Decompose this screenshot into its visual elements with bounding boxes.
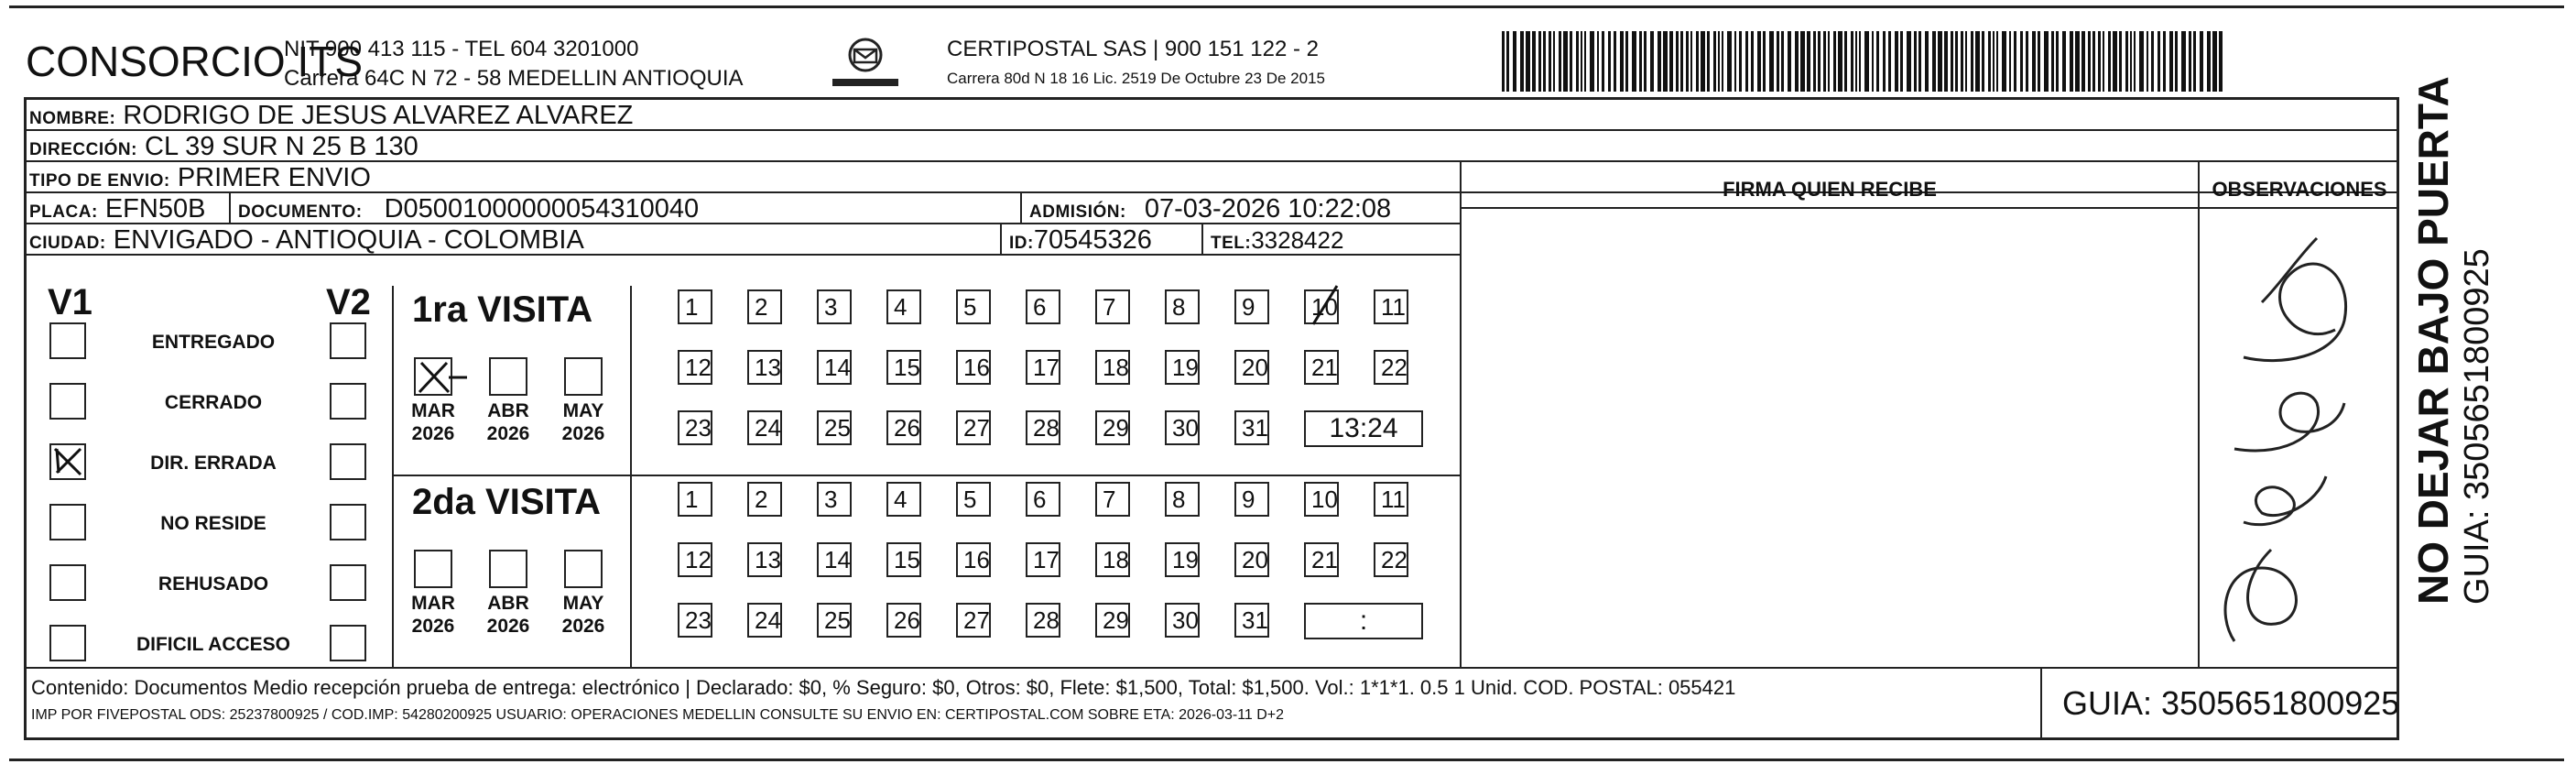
barcode-bar: [2051, 31, 2054, 92]
barcode-bar: [1690, 31, 1692, 92]
bottom-rule: [9, 759, 2564, 761]
barcode-bar: [1965, 31, 1967, 92]
month-label: [401, 399, 465, 445]
barcode-bar: [1982, 31, 1984, 92]
barcode-bar: [2134, 31, 2136, 92]
barcode-bar: [1895, 31, 1898, 92]
barcode-bar: [1777, 31, 1779, 92]
barcode-bar: [1584, 31, 1586, 92]
day-box[interactable]: 26: [886, 410, 921, 445]
barcode-bar: [2038, 31, 2040, 92]
barcode-bar: [1876, 31, 1879, 92]
month-name: MAR: [411, 400, 455, 421]
barcode-bar: [1932, 31, 1936, 92]
row-direccion: [24, 131, 2399, 162]
barcode-bar: [2056, 31, 2059, 92]
side-note: [2408, 55, 2497, 605]
day-box[interactable]: 3: [817, 289, 852, 324]
documento-label: DOCUMENTO:: [238, 202, 363, 222]
barcode-bar: [1563, 31, 1568, 92]
day-box[interactable]: 8: [1165, 482, 1200, 517]
day-box[interactable]: 19: [1165, 542, 1200, 577]
barcode-bar: [1506, 31, 1509, 92]
day-box[interactable]: 2: [747, 482, 782, 517]
barcode-bar: [2070, 31, 2073, 92]
month-year: 2026: [411, 423, 455, 444]
day-box[interactable]: 27: [956, 410, 991, 445]
v2-checkbox[interactable]: [330, 625, 366, 661]
barcode-bar: [1918, 31, 1921, 92]
status-label: ENTREGADO: [151, 332, 276, 353]
v1-checkbox[interactable]: [49, 322, 86, 359]
day-box[interactable]: 2: [747, 289, 782, 324]
barcode-bar: [1883, 31, 1886, 92]
day-box[interactable]: 24: [747, 410, 782, 445]
barcode-bar: [1502, 31, 1505, 92]
visit1-title: 1ra VISITA: [412, 289, 593, 330]
barcode: [1502, 31, 2223, 92]
day-box[interactable]: 11: [1374, 289, 1408, 324]
barcode-bar: [1696, 31, 1699, 92]
divider: [1460, 207, 2399, 209]
day-box[interactable]: 5: [956, 289, 991, 324]
barcode-bar: [1549, 31, 1551, 92]
barcode-bar: [2130, 31, 2132, 92]
id-label: ID:: [1009, 234, 1034, 253]
day-box[interactable]: 14: [817, 350, 852, 385]
barcode-bar: [1763, 31, 1766, 92]
barcode-bar: [1813, 31, 1816, 92]
day-box[interactable]: 15: [886, 542, 921, 577]
barcode-bar: [1781, 31, 1784, 92]
day-box[interactable]: 18: [1095, 542, 1130, 577]
barcode-bar: [1718, 31, 1720, 92]
divider: [229, 193, 231, 224]
day-box[interactable]: 11: [1374, 482, 1408, 517]
day-box[interactable]: 22: [1374, 542, 1408, 577]
visit2-title: 2da VISITA: [412, 482, 601, 522]
side-warning: NO DEJAR BAJO PUERTA: [2409, 76, 2457, 605]
tel-label: TEL:: [1211, 234, 1252, 253]
divider: [1020, 193, 1022, 224]
barcode-bar: [1961, 31, 1963, 92]
month-label: [476, 399, 540, 445]
month-name: ABR: [487, 400, 529, 421]
day-box[interactable]: 23: [678, 410, 712, 445]
v1-checkbox[interactable]: [49, 504, 86, 540]
barcode-bar: [1590, 31, 1594, 92]
status-label: NO RESIDE: [160, 513, 266, 534]
day-box[interactable]: 30: [1165, 603, 1200, 638]
barcode-bar: [1795, 31, 1799, 92]
guia-number: GUIA: 3505651800925: [2040, 667, 2399, 740]
v2-checkbox[interactable]: [330, 504, 366, 540]
placa-value: EFN50B: [104, 194, 206, 224]
barcode-bar: [2098, 31, 2101, 92]
footer-content: Contenido: Documentos Medio recepción prueba de entrega: electrónico | Declarado: $0, % Seguro: $0, Otros: $0, Flete: $1,500, Total: $1,500. Vol.: 1*1*1. 0.5 1 Unid. COD. POSTAL: 055421: [31, 676, 1736, 699]
barcode-bar: [2026, 31, 2028, 92]
barcode-bar: [2207, 31, 2211, 92]
month-year: 2026: [486, 423, 530, 444]
month-checkbox[interactable]: [564, 357, 603, 396]
day-box[interactable]: 9: [1234, 482, 1269, 517]
barcode-bar: [1513, 31, 1516, 92]
barcode-bar: [1614, 31, 1616, 92]
barcode-bar: [1602, 31, 1604, 92]
day-box[interactable]: 19: [1165, 350, 1200, 385]
day-box[interactable]: 12: [678, 350, 712, 385]
barcode-bar: [1955, 31, 1958, 92]
tel-value: 3328422: [1251, 226, 1344, 254]
barcode-bar: [1727, 31, 1732, 92]
barcode-bar: [2092, 31, 2095, 92]
barcode-bar: [2158, 31, 2160, 92]
nombre-value: RODRIGO DE JESUS ALVAREZ ALVAREZ: [123, 101, 634, 130]
day-box[interactable]: 31: [1234, 603, 1269, 638]
barcode-bar: [1559, 31, 1561, 92]
barcode-bar: [1520, 31, 1524, 92]
barcode-bar: [1907, 31, 1911, 92]
barcode-bar: [1608, 31, 1611, 92]
company-name: CONSORCIO ITS: [26, 38, 364, 85]
day-box[interactable]: 17: [1026, 350, 1060, 385]
barcode-bar: [1864, 31, 1869, 92]
barcode-bar: [1713, 31, 1716, 92]
side-guia: GUIA: 3505651800925: [2458, 248, 2496, 605]
day-box[interactable]: 18: [1095, 350, 1130, 385]
day-box[interactable]: 6: [1026, 482, 1060, 517]
day-box[interactable]: 20: [1234, 542, 1269, 577]
address-line: Carrera 64C N 72 - 58 MEDELLIN ANTIOQUIA: [284, 66, 744, 91]
day-box[interactable]: 13: [747, 542, 782, 577]
barcode-bar: [1722, 31, 1723, 92]
month-label: [551, 592, 615, 638]
barcode-bar: [1818, 31, 1821, 92]
day-box[interactable]: 22: [1374, 350, 1408, 385]
month-year: 2026: [411, 616, 455, 637]
barcode-bar: [1680, 31, 1683, 92]
v1-header: V1: [48, 282, 92, 322]
barcode-bar: [1739, 31, 1742, 92]
status-label: DIR. ERRADA: [150, 453, 277, 474]
day-box[interactable]: 6: [1026, 289, 1060, 324]
barcode-bar: [2032, 31, 2036, 92]
day-box[interactable]: 1: [678, 289, 712, 324]
firma-header: FIRMA QUIEN RECIBE: [1723, 178, 1937, 201]
barcode-bar: [2212, 31, 2217, 92]
barcode-bar: [1855, 31, 1857, 92]
day-box[interactable]: 10: [1304, 482, 1339, 517]
day-box[interactable]: 28: [1026, 603, 1060, 638]
id-cell: [1002, 224, 1152, 256]
ciudad-label: CIUDAD:: [29, 234, 106, 253]
day-box[interactable]: 17: [1026, 542, 1060, 577]
day-box[interactable]: 20: [1234, 350, 1269, 385]
month-name: MAY: [562, 593, 604, 614]
barcode-bar: [1951, 31, 1953, 92]
barcode-bar: [1800, 31, 1805, 92]
status-label: DIFICIL ACCESO: [136, 634, 290, 655]
check-mark-icon: [51, 445, 84, 478]
barcode-bar: [1543, 31, 1546, 92]
barcode-bar: [2103, 31, 2104, 92]
barcode-bar: [1745, 31, 1748, 92]
barcode-bar: [1620, 31, 1624, 92]
barcode-bar: [2088, 31, 2091, 92]
footer-print-info: IMP POR FIVEPOSTAL ODS: 25237800925 / COD.IMP: 54280200925 USUARIO: OPERACIONES MEDELLIN CONSULTE SU ENVIO EN: CERTIPOSTAL.COM SOBRE ETA: 2026-03-11 D+2: [31, 707, 1285, 723]
certipostal-info: [947, 35, 1325, 93]
barcode-bar: [1669, 31, 1673, 92]
barcode-graphic: [1502, 31, 2223, 92]
month-label: [401, 592, 465, 638]
barcode-bar: [2009, 31, 2011, 92]
barcode-bar: [1944, 31, 1948, 92]
month-name: MAR: [411, 593, 455, 614]
status-label: CERRADO: [164, 392, 263, 413]
day-box[interactable]: 25: [817, 603, 852, 638]
day-box[interactable]: 14: [817, 542, 852, 577]
day-box[interactable]: 25: [817, 410, 852, 445]
barcode-bar: [1851, 31, 1853, 92]
day-box[interactable]: 1: [678, 482, 712, 517]
day-box[interactable]: 31: [1234, 410, 1269, 445]
barcode-bar: [1925, 31, 1929, 92]
month-checkbox[interactable]: [489, 550, 527, 588]
documento-cell: [231, 193, 699, 224]
day-box[interactable]: 24: [747, 603, 782, 638]
barcode-bar: [2020, 31, 2023, 92]
month-name: MAY: [562, 400, 604, 421]
barcode-bar: [1751, 31, 1754, 92]
barcode-bar: [2044, 31, 2049, 92]
barcode-bar: [1757, 31, 1761, 92]
barcode-bar: [1996, 31, 1998, 92]
time-field[interactable]: :: [1304, 603, 1423, 639]
barcode-bar: [2139, 31, 2144, 92]
month-checkbox[interactable]: [414, 550, 452, 588]
barcode-bar: [1625, 31, 1628, 92]
v1-checkbox[interactable]: [49, 443, 86, 480]
direccion-label: DIRECCIÓN:: [29, 140, 137, 159]
barcode-bar: [2125, 31, 2128, 92]
barcode-bar: [1828, 31, 1830, 92]
barcode-bar: [1807, 31, 1810, 92]
day-box[interactable]: 26: [886, 603, 921, 638]
day-box[interactable]: 7: [1095, 289, 1130, 324]
day-box[interactable]: 29: [1095, 410, 1130, 445]
v2-checkbox[interactable]: [330, 443, 366, 480]
day-box[interactable]: 7: [1095, 482, 1130, 517]
barcode-bar: [2147, 31, 2148, 92]
barcode-bar: [1859, 31, 1861, 92]
barcode-bar: [1644, 31, 1647, 92]
day-box[interactable]: 15: [886, 350, 921, 385]
day-box[interactable]: 16: [956, 542, 991, 577]
tipo-value: PRIMER ENVIO: [177, 163, 371, 192]
barcode-bar: [2175, 31, 2178, 92]
barcode-bar: [2163, 31, 2166, 92]
day-box[interactable]: 8: [1165, 289, 1200, 324]
day-box[interactable]: 21: [1304, 350, 1339, 385]
v1-checkbox[interactable]: [49, 383, 86, 420]
barcode-bar: [1597, 31, 1599, 92]
barcode-bar: [1971, 31, 1973, 92]
barcode-bar: [1532, 31, 1536, 92]
divider: [392, 475, 1460, 476]
barcode-bar: [1553, 31, 1555, 92]
admision-value: 07-03-2026 10:22:08: [1144, 194, 1392, 224]
barcode-bar: [1538, 31, 1541, 92]
barcode-bar: [1650, 31, 1654, 92]
barcode-bar: [2113, 31, 2117, 92]
barcode-bar: [2119, 31, 2122, 92]
day-box[interactable]: 29: [1095, 603, 1130, 638]
day-box[interactable]: 4: [886, 482, 921, 517]
barcode-bar: [1788, 31, 1791, 92]
v2-checkbox[interactable]: [330, 383, 366, 420]
month-label: [476, 592, 540, 638]
check-mark-icon: [1310, 282, 1346, 326]
top-rule: [9, 5, 2564, 8]
day-box[interactable]: 10: [1304, 289, 1339, 324]
placa-label: PLACA:: [29, 202, 98, 222]
month-checkbox[interactable]: [414, 357, 452, 396]
certipostal-logo: [820, 35, 911, 95]
day-box[interactable]: 16: [956, 350, 991, 385]
barcode-bar: [1888, 31, 1891, 92]
barcode-bar: [2108, 31, 2111, 92]
check-mark-icon: [416, 359, 471, 396]
envelope-icon: [820, 35, 911, 95]
day-box[interactable]: 27: [956, 603, 991, 638]
nombre-label: NOMBRE:: [29, 109, 116, 128]
v1-checkbox[interactable]: [49, 625, 86, 661]
v1-checkbox[interactable]: [49, 564, 86, 601]
barcode-bar: [2151, 31, 2154, 92]
barcode-bar: [1823, 31, 1826, 92]
barcode-bar: [2219, 31, 2223, 92]
day-box[interactable]: 21: [1304, 542, 1339, 577]
v2-checkbox[interactable]: [330, 564, 366, 601]
day-box[interactable]: 28: [1026, 410, 1060, 445]
barcode-bar: [2181, 31, 2186, 92]
barcode-bar: [2193, 31, 2196, 92]
barcode-bar: [1581, 31, 1582, 92]
barcode-bar: [1838, 31, 1842, 92]
barcode-bar: [2002, 31, 2006, 92]
day-box[interactable]: 23: [678, 603, 712, 638]
admision-label: ADMISIÓN:: [1029, 202, 1126, 222]
barcode-bar: [2169, 31, 2173, 92]
month-checkbox[interactable]: [489, 357, 527, 396]
divider: [1201, 224, 1203, 256]
tel-cell: [1203, 224, 1343, 256]
documento-value: D05001000000054310040: [384, 194, 700, 224]
day-box[interactable]: 4: [886, 289, 921, 324]
observaciones-header: OBSERVACIONES: [2212, 178, 2387, 201]
status-label: REHUSADO: [158, 573, 269, 595]
barcode-bar: [1734, 31, 1736, 92]
barcode-bar: [1676, 31, 1679, 92]
day-box[interactable]: 13: [747, 350, 782, 385]
barcode-bar: [1988, 31, 1991, 92]
v2-checkbox[interactable]: [330, 322, 366, 359]
month-name: ABR: [487, 593, 529, 614]
month-checkbox[interactable]: [564, 550, 603, 588]
signature-drawing: [2207, 220, 2390, 660]
id-value: 70545326: [1033, 225, 1152, 255]
barcode-bar: [2189, 31, 2191, 92]
direccion-value: CL 39 SUR N 25 B 130: [145, 132, 418, 161]
barcode-bar: [1900, 31, 1903, 92]
barcode-bar: [2062, 31, 2066, 92]
day-box[interactable]: 12: [678, 542, 712, 577]
barcode-bar: [1872, 31, 1874, 92]
month-year: 2026: [561, 423, 605, 444]
day-box[interactable]: 5: [956, 482, 991, 517]
month-year: 2026: [486, 616, 530, 637]
ciudad-value: ENVIGADO - ANTIOQUIA - COLOMBIA: [113, 225, 584, 255]
barcode-bar: [1993, 31, 1994, 92]
divider: [1460, 162, 1462, 668]
certipostal-line1: CERTIPOSTAL SAS | 900 151 122 - 2: [947, 37, 1319, 61]
certipostal-line2: Carrera 80d N 18 16 Lic. 2519 De Octubre 23 De 2015: [947, 70, 1325, 87]
barcode-bar: [1632, 31, 1636, 92]
time-field[interactable]: 13:24: [1304, 410, 1423, 447]
company-info: [284, 35, 744, 93]
admision-cell: [1022, 193, 1391, 224]
barcode-bar: [1570, 31, 1572, 92]
barcode-bar: [1833, 31, 1836, 92]
day-box[interactable]: 3: [817, 482, 852, 517]
barcode-bar: [1576, 31, 1579, 92]
month-label: [551, 399, 615, 445]
divider: [1000, 224, 1002, 256]
barcode-bar: [1844, 31, 1847, 92]
nit-line: NIT 900 413 115 - TEL 604 3201000: [284, 37, 639, 61]
barcode-bar: [1686, 31, 1689, 92]
day-box[interactable]: 30: [1165, 410, 1200, 445]
tipo-label: TIPO DE ENVIO:: [29, 171, 170, 191]
barcode-bar: [1701, 31, 1705, 92]
barcode-bar: [1526, 31, 1530, 92]
barcode-bar: [1639, 31, 1642, 92]
barcode-bar: [1658, 31, 1661, 92]
divider: [2198, 162, 2200, 668]
v2-header: V2: [326, 282, 371, 322]
barcode-bar: [1975, 31, 1980, 92]
barcode-bar: [1663, 31, 1668, 92]
barcode-bar: [2014, 31, 2016, 92]
row-nombre: [24, 100, 2399, 131]
barcode-bar: [2081, 31, 2085, 92]
barcode-bar: [1707, 31, 1710, 92]
barcode-bar: [1914, 31, 1917, 92]
barcode-bar: [1938, 31, 1942, 92]
divider: [392, 286, 394, 668]
barcode-bar: [2075, 31, 2080, 92]
day-box[interactable]: 9: [1234, 289, 1269, 324]
divider: [630, 286, 632, 668]
barcode-bar: [2200, 31, 2203, 92]
month-year: 2026: [561, 616, 605, 637]
barcode-bar: [1769, 31, 1774, 92]
